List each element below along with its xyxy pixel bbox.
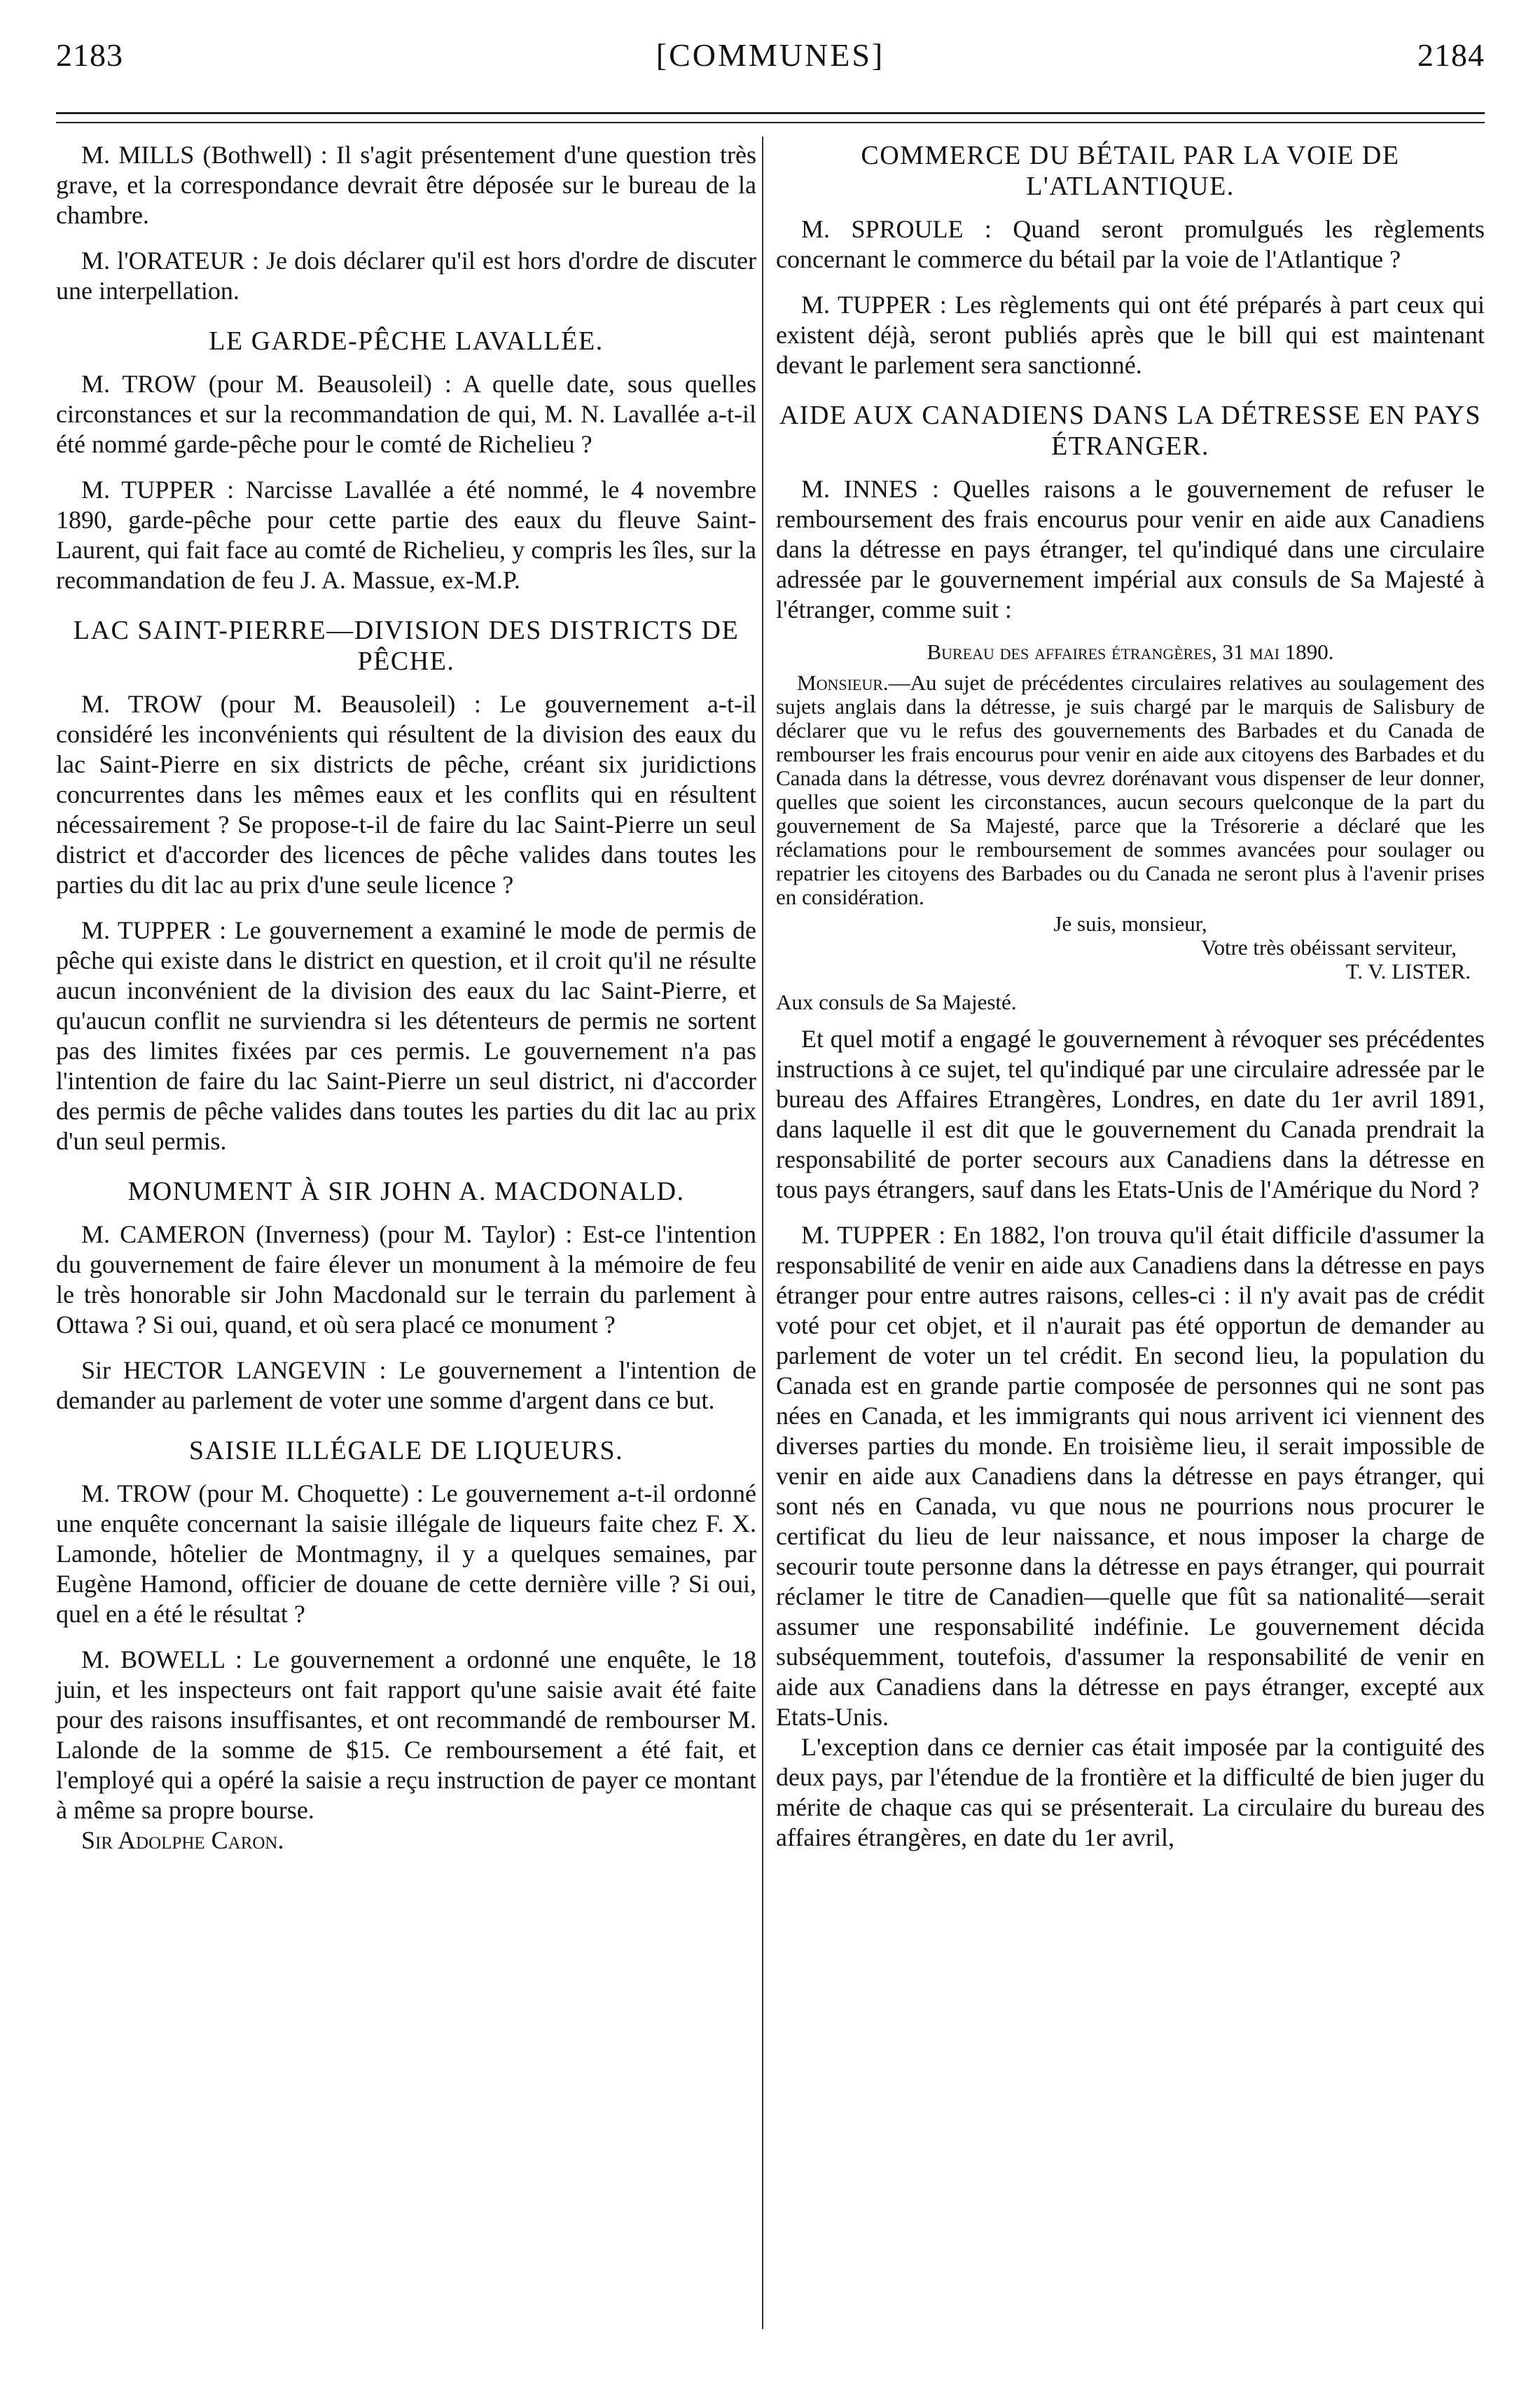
section-heading: COMMERCE DU BÉTAIL PAR LA VOIE DE L'ATLANTIQUE. — [861, 141, 1400, 201]
right-page-number: 2184 — [1417, 37, 1485, 73]
page-header — [56, 36, 1485, 85]
paragraph: M. TUPPER : Le gouvernement a examiné le mode de permis de pêche qui existe dans le district en question, et il croit qu'il ne résulte aucun inconvénient de la division des eaux du lac Saint-Pierre, et qu'aucun conflit ne surviendra si les détenteurs de permis ne sortent pas des limites fixées par ces permis. Le gouvernement n'a pas l'intention de faire du lac Saint-Pierre un seul district, ni d'accorder des permis de pêche valides dans toutes les parties du dit lac au prix d'un seul permis. — [56, 916, 756, 1155]
speaker: M. TUPPER — [801, 291, 932, 319]
paragraph: M. TUPPER : Narcisse Lavallée a été nommé, le 4 novembre 1890, garde-pêche pour cette partie des eaux du fleuve Saint-Laurent, qui fait face au comté de Richelieu, y compris les îles, sur la recommandation de feu J. A. Massue, ex-M.P. — [56, 476, 756, 594]
paragraph: M. SPROULE : Quand seront promulgués les règlements concernant le commerce du bétail par la voie de l'Atlantique ? — [776, 215, 1485, 273]
speaker: M. CAMERON — [81, 1220, 247, 1248]
speaker: M. BOWELL — [81, 1645, 225, 1673]
paragraph: Et quel motif a engagé le gouvernement à révoquer ses précédentes instructions à ce sujet, tel qu'indiqué par une circulaire adressée par le bureau des Affaires Etrangères, Londres, en date du 1er avril 1891, dans laquelle il est dit que le gouvernement du Canada prendrait la responsabilité de porter secours aux Canadiens dans la détresse en tous pays étrangers, sauf dans les Etats-Unis de l'Amérique du Nord ? — [776, 1025, 1485, 1203]
left-column — [56, 140, 756, 1856]
speaker: M. TROW — [81, 1479, 191, 1507]
header-rule-top — [56, 112, 1485, 114]
section-heading: LAC SAINT-PIERRE—DIVISION DES DISTRICTS DE PÊCHE. — [73, 616, 740, 676]
speaker: M. TUPPER — [81, 916, 211, 944]
letter-closing: Je suis, monsieur, — [1053, 911, 1207, 936]
speaker: M. TROW — [81, 690, 202, 718]
paragraph: M. l'ORATEUR : Je dois déclarer qu'il est hors d'ordre de discuter une interpellation. — [56, 247, 756, 305]
quoted-circular — [776, 640, 1485, 1014]
section-heading: AIDE AUX CANADIENS DANS LA DÉTRESSE EN PAYS ÉTRANGER. — [779, 401, 1482, 461]
paragraph: M. MILLS (Bothwell) : Il s'agit présentement d'une question très grave, et la correspondance devrait être déposée sur le bureau de la chambre. — [56, 141, 757, 229]
right-column — [776, 140, 1485, 1868]
paragraph: Sir HECTOR LANGEVIN : Le gouvernement a l'intention de demander au parlement de voter une somme d'argent dans ce but. — [56, 1356, 756, 1414]
speaker: M. TROW — [81, 370, 196, 398]
paragraph: M. INNES : Quelles raisons a le gouvernement de refuser le remboursement des frais encourus pour venir en aide aux Canadiens dans la détresse en pays étranger, tel qu'indiqué dans une circulaire adressée par le gouvernement impérial aux consuls de Sa Majesté à l'étranger, comme suit : — [776, 475, 1485, 623]
left-page-number: 2183 — [56, 37, 123, 73]
speaker: M. INNES — [801, 475, 918, 503]
letter-signer: T. V. LISTER. — [1345, 959, 1471, 983]
paragraph: M. TUPPER : En 1882, l'on trouva qu'il était difficile d'assumer la responsabilité de venir en aide aux Canadiens dans la détresse en pays étranger pour entre autres raisons, celles-ci : il n'y avait pas de crédit voté pour cet objet, et il n'aurait pas été opportun de demander au parlement de voter un tel crédit. En second lieu, la population du Canada est en grande partie composée de personnes qui ne sont pas nées en Canada, et les immigrants qui nous arrivent ici viennent des diverses parties du monde. En troisième lieu, il serait impossible de venir en aide aux Canadiens dans la détresse en pays étranger, qui sont nés en Canada, vu que nous ne pourrions nous procurer le certificat du lieu de leur naissance, et nous imposer la charge de secourir toute personne dans la détresse en pays étranger, qui pourrait réclamer le titre de Canadien—quelle que fût sa nationalité—serait assumer une responsabilité indéfinie. Le gouvernement décida subséquemment, toutefois, d'assumer la responsabilité de venir en aide aux Canadiens dans la détresse en pays étranger, excepté aux Etats-Unis. — [776, 1221, 1485, 1731]
paragraph: M. TROW (pour M. Beausoleil) : A quelle date, sous quelles circonstances et sur la recommandation de qui, M. N. Lavallée a-t-il été nommé garde-pêche pour le comté de Richelieu ? — [56, 370, 757, 458]
running-title: [COMMUNES] — [655, 37, 885, 73]
paragraph: M. CAMERON (Inverness) (pour M. Taylor) : Est-ce l'intention du gouvernement de faire élever un monument à la mémoire de feu le très honorable sir John Macdonald sur le terrain du parlement à Ottawa ? Si oui, quand, et où sera placé ce monument ? — [56, 1220, 757, 1339]
speaker: Sir HECTOR LANGEVIN — [81, 1356, 367, 1384]
signature: Sir Adolphe Caron. — [81, 1826, 284, 1854]
letter-salutation: Monsieur. — [797, 670, 889, 695]
letter-body: Monsieur.—Au sujet de précédentes circulaires relatives au soulagement des sujets anglais dans la détresse, je suis chargé par le marquis de Salisbury de déclarer que vu le refus des gouvernements des Barbades et du Canada de rembourser les frais encourus pour venir en aide aux citoyens des Barbades et du Canada dans la détresse, vous devrez dorénavant vous dispenser de leur donner, quelles que soient les circonstances, aucun secours quelconque de la part du gouvernement de Sa Majesté, parce que la Trésorerie a déclaré que les réclamations pour le remboursement de sommes avancées pour soulager ou repatrier les citoyens des Barbades ou du Canada ne seront plus à l'avenir prises en considération. — [776, 670, 1485, 909]
paragraph: M. TROW (pour M. Beausoleil) : Le gouvernement a-t-il considéré les inconvénients qui résultent de la division des eaux du lac Saint-Pierre en six districts de pêche, créant six juridictions concurrentes dans les mêmes eaux et les conflits qui en résultent nécessairement ? Se propose-t-il de faire du lac Saint-Pierre un seul district et d'accorder des licences de pêche valides dans toutes les parties du dit lac au prix d'une seule licence ? — [56, 690, 757, 899]
speaker: M. l'ORATEUR — [81, 247, 245, 275]
section-heading: MONUMENT À SIR JOHN A. MACDONALD. — [127, 1177, 685, 1206]
paragraph: M. TROW (pour M. Choquette) : Le gouvernement a-t-il ordonné une enquête concernant la saisie illégale de liqueurs faite chez F. X. Lamonde, hôtelier de Montmagny, il y a quelques semaines, par Eugène Hamond, officier de douane de cette dernière ville ? Si oui, quel en a été le résultat ? — [56, 1479, 756, 1628]
speaker: M. TUPPER — [801, 1221, 931, 1249]
column-divider — [762, 137, 763, 2329]
paragraph: M. BOWELL : Le gouvernement a ordonné une enquête, le 18 juin, et les inspecteurs ont fait rapport qu'une saisie avait été faite pour des raisons insuffisantes, et ont recommandé de rembourser M. Lalonde de la somme de $15. Ce remboursement a été fait, et l'employé qui a opéré la saisie a reçu instruction de payer ce montant à même sa propre bourse. — [56, 1645, 756, 1824]
header-rule-bottom — [56, 122, 1485, 123]
section-heading: LE GARDE-PÊCHE LAVALLÉE. — [209, 326, 604, 356]
speaker: M. MILLS — [81, 141, 195, 169]
speaker: M. SPROULE — [801, 215, 964, 243]
section-heading: SAISIE ILLÉGALE DE LIQUEURS. — [188, 1436, 624, 1465]
letter-dateline: Bureau des affaires étrangères, 31 mai 1890. — [927, 640, 1334, 664]
paragraph: L'exception dans ce dernier cas était imposée par la contiguité des deux pays, par l'étendue de la frontière et la difficulté de bien juger du mérite de chaque cas qui se présenterait. La circulaire du bureau des affaires étrangères, en date du 1er avril, — [776, 1733, 1485, 1851]
paragraph: M. TUPPER : Les règlements qui ont été préparés à part ceux qui existent déjà, seront publiés après que le bill qui est maintenant devant le parlement sera sanctionné. — [776, 291, 1485, 379]
letter-closing: Votre très obéissant serviteur, — [1201, 935, 1457, 960]
letter-address: Aux consuls de Sa Majesté. — [776, 990, 1017, 1014]
speaker: M. TUPPER — [81, 476, 216, 504]
